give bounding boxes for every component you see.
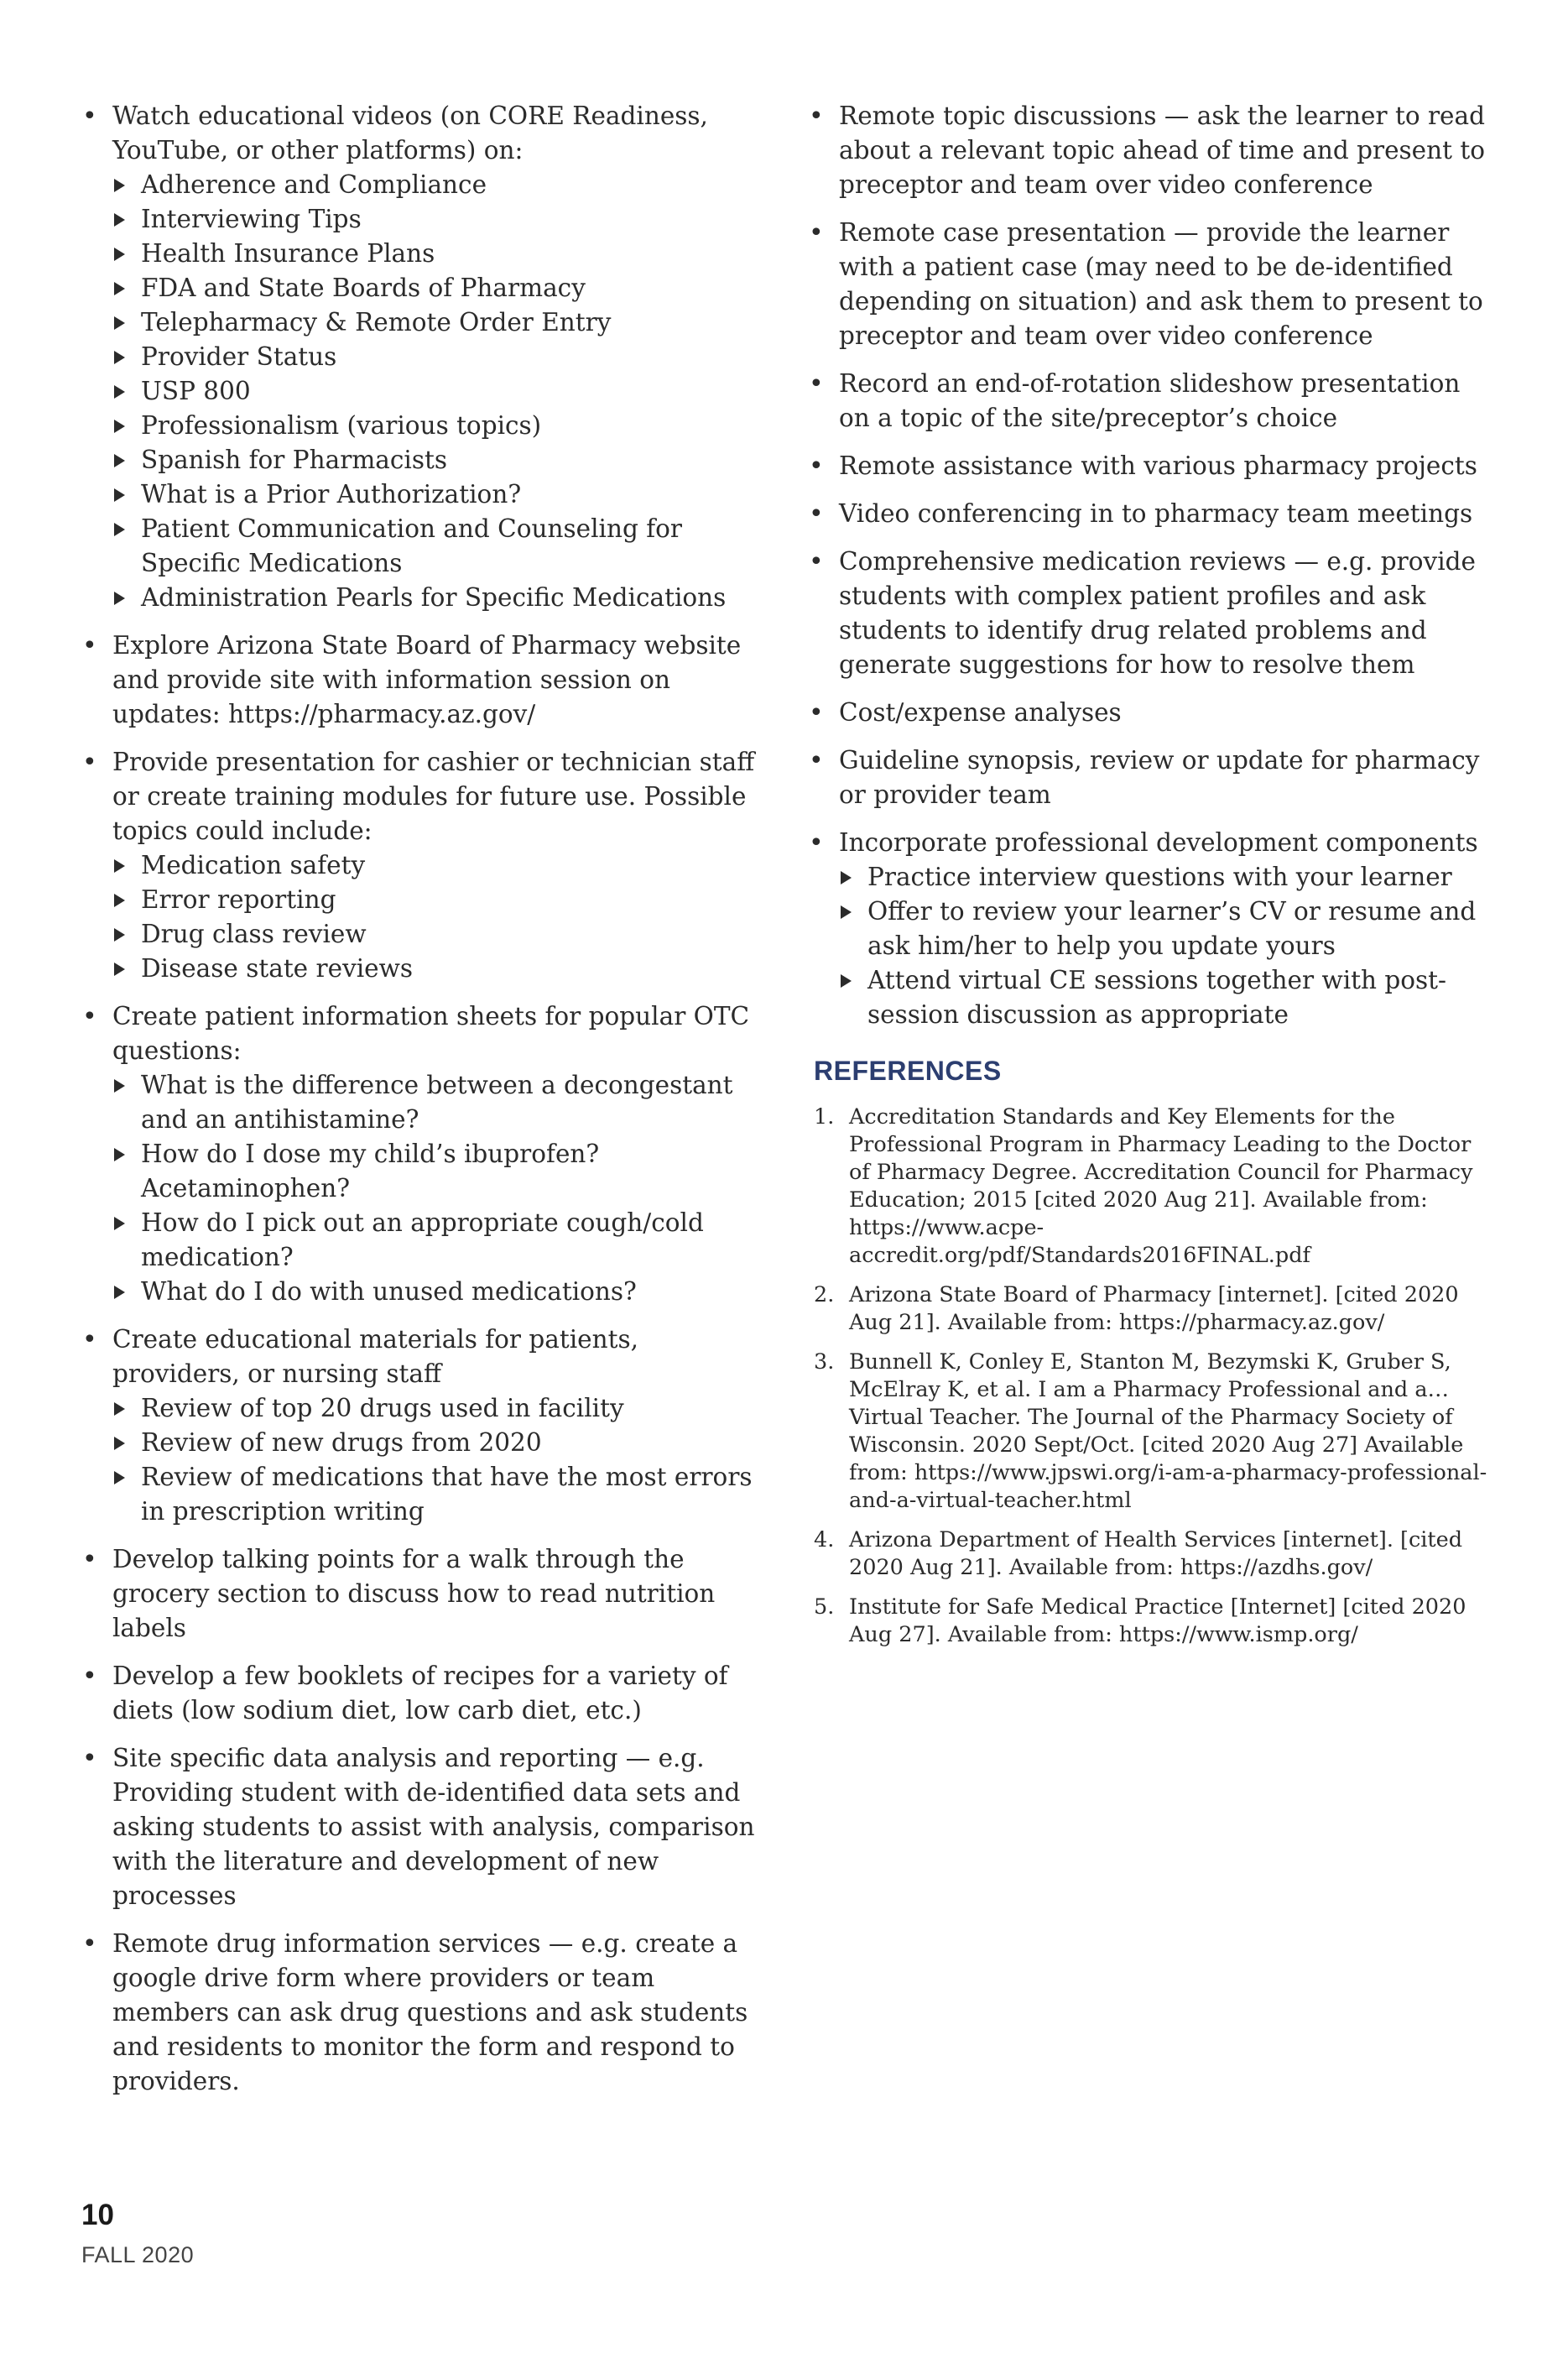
sub-item: Medication safety <box>112 848 765 883</box>
sub-item: Disease state reviews <box>112 952 765 986</box>
reference-item <box>814 1594 1492 1649</box>
sub-item: Practice interview questions with your learner <box>839 860 1492 895</box>
list-item <box>804 545 1492 682</box>
list-item <box>804 497 1492 531</box>
reference-number: 5. <box>814 1594 835 1620</box>
list-item-text: Remote topic discussions — ask the learner to read about a relevant topic ahead of time and present to preceptor and team over video conference <box>839 102 1485 199</box>
sub-list <box>112 168 765 615</box>
list-item <box>804 743 1492 812</box>
list-item-text: Remote case presentation — provide the learner with a patient case (may need to be de-identified depending on situation) and ask them to present to preceptor and team over video conference <box>839 218 1483 350</box>
sub-item: Drug class review <box>112 917 765 952</box>
reference-item <box>814 1281 1492 1337</box>
list-item <box>77 99 765 615</box>
list-item <box>804 367 1492 436</box>
sub-item: Adherence and Compliance <box>112 168 765 202</box>
list-item-text: Incorporate professional development components <box>839 828 1478 857</box>
reference-number: 3. <box>814 1349 835 1375</box>
sub-item: Interviewing Tips <box>112 202 765 237</box>
sub-item: Administration Pearls for Specific Medications <box>112 581 765 615</box>
right-column <box>804 99 1492 1661</box>
sub-item: Error reporting <box>112 883 765 917</box>
list-item <box>804 449 1492 483</box>
list-item <box>77 629 765 732</box>
list-item-text: Create educational materials for patients, providers, or nursing staff <box>112 1325 639 1388</box>
list-item <box>77 1927 765 2099</box>
list-item-text: Develop a few booklets of recipes for a variety of diets (low sodium diet, low carb diet, etc.) <box>112 1662 728 1724</box>
list-item-text: Provide presentation for cashier or technician staff or create training modules for future use. Possible topics could include: <box>112 748 755 845</box>
reference-number: 1. <box>814 1104 835 1130</box>
list-item-text: Cost/expense analyses <box>839 698 1122 727</box>
sub-item: Review of top 20 drugs used in facility <box>112 1391 765 1426</box>
list-item <box>77 1323 765 1529</box>
sub-item: Health Insurance Plans <box>112 237 765 271</box>
list-item-text: Video conferencing in to pharmacy team meetings <box>839 499 1473 528</box>
sub-item: What is the difference between a decongestant and an antihistamine? <box>112 1068 765 1137</box>
list-item-text: Explore Arizona State Board of Pharmacy website and provide site with information session on updates: https://pharmacy.az.gov/ <box>112 631 742 728</box>
right-bullet-list <box>804 99 1492 1032</box>
reference-text: Accreditation Standards and Key Elements for the Professional Program in Pharmacy Leading to the Doctor of Pharmacy Degree. Accreditation Council for Pharmacy Education; 2015 [cited 2020 Aug 21]. Available from: https://www.acpe-accredit.org/pdf/Standards2016FINAL.pdf <box>849 1104 1473 1268</box>
list-item <box>804 696 1492 730</box>
sub-item: Telepharmacy & Remote Order Entry <box>112 305 765 340</box>
reference-text: Institute for Safe Medical Practice [Internet] [cited 2020 Aug 27]. Available from: https://www.ismp.org/ <box>849 1594 1466 1647</box>
list-item-text: Site specific data analysis and reporting — e.g. Providing student with de-identified data sets and asking students to assist with analysis, comparison with the literature and development of new processes <box>112 1744 755 1910</box>
sub-list <box>112 848 765 986</box>
issue-label: FALL 2020 <box>81 2242 195 2267</box>
reference-number: 2. <box>814 1282 835 1307</box>
left-column <box>77 99 765 2112</box>
sub-item: What do I do with unused medications? <box>112 1275 765 1309</box>
references-list <box>814 1103 1492 1649</box>
reference-item <box>814 1103 1492 1270</box>
list-item <box>77 1659 765 1728</box>
sub-item: Review of new drugs from 2020 <box>112 1426 765 1460</box>
list-item-text: Remote assistance with various pharmacy projects <box>839 451 1477 480</box>
sub-item: Attend virtual CE sessions together with post-session discussion as appropriate <box>839 963 1492 1032</box>
sub-item: How do I dose my child’s ibuprofen? Acetaminophen? <box>112 1137 765 1206</box>
sub-item: FDA and State Boards of Pharmacy <box>112 271 765 305</box>
list-item <box>77 1741 765 1913</box>
sub-item: How do I pick out an appropriate cough/cold medication? <box>112 1206 765 1275</box>
sub-item: Review of medications that have the most errors in prescription writing <box>112 1460 765 1529</box>
sub-item: Provider Status <box>112 340 765 374</box>
reference-text: Arizona State Board of Pharmacy [internet]. [cited 2020 Aug 21]. Available from: https://pharmacy.az.gov/ <box>849 1282 1459 1335</box>
list-item <box>804 826 1492 1032</box>
sub-list <box>839 860 1492 1032</box>
left-bullet-list <box>77 99 765 2099</box>
list-item <box>804 216 1492 353</box>
list-item <box>77 1542 765 1646</box>
sub-item: Professionalism (various topics) <box>112 409 765 443</box>
list-item <box>77 745 765 986</box>
list-item-text: Develop talking points for a walk through the grocery section to discuss how to read nutrition labels <box>112 1545 716 1642</box>
list-item <box>804 99 1492 202</box>
sub-item: What is a Prior Authorization? <box>112 477 765 512</box>
reference-item <box>814 1526 1492 1582</box>
list-item-text: Record an end-of-rotation slideshow presentation on a topic of the site/preceptor’s choice <box>839 369 1461 432</box>
list-item-text: Watch educational videos (on CORE Readiness, YouTube, or other platforms) on: <box>112 102 708 164</box>
sub-list <box>112 1068 765 1309</box>
sub-item: Patient Communication and Counseling for Specific Medications <box>112 512 765 581</box>
reference-number: 4. <box>814 1527 835 1552</box>
list-item <box>77 999 765 1309</box>
list-item-text: Guideline synopsis, review or update for pharmacy or provider team <box>839 746 1480 809</box>
reference-item <box>814 1349 1492 1515</box>
sub-item: Spanish for Pharmacists <box>112 443 765 477</box>
sub-list <box>112 1391 765 1529</box>
list-item-text: Comprehensive medication reviews — e.g. provide students with complex patient profiles and ask students to identify drug related problems and generate suggestions for how to resolve them <box>839 547 1476 679</box>
reference-text: Bunnell K, Conley E, Stanton M, Bezymski K, Gruber S, McElray K, et al. I am a Pharmacy Professional and a… Virtual Teacher. The Journal of the Pharmacy Society of Wisconsin. 2020 Sept/Oct. [cited 2020 Aug 27] Available from: https://www.jpswi.org/i-am-a-pharmacy-professional-and-a-virtual-teacher.html <box>849 1349 1487 1513</box>
list-item-text: Create patient information sheets for popular OTC questions: <box>112 1002 750 1065</box>
reference-text: Arizona Department of Health Services [internet]. [cited 2020 Aug 21]. Available from: https://azdhs.gov/ <box>849 1527 1463 1580</box>
sub-item: USP 800 <box>112 374 765 409</box>
page-number: 10 <box>81 2199 114 2231</box>
sub-item: Offer to review your learner’s CV or resume and ask him/her to help you update yours <box>839 895 1492 963</box>
references-heading: REFERENCES <box>814 1056 1002 1086</box>
list-item-text: Remote drug information services — e.g. create a google drive form where providers or team members can ask drug questions and ask students and residents to monitor the form and respond to providers. <box>112 1929 748 2095</box>
